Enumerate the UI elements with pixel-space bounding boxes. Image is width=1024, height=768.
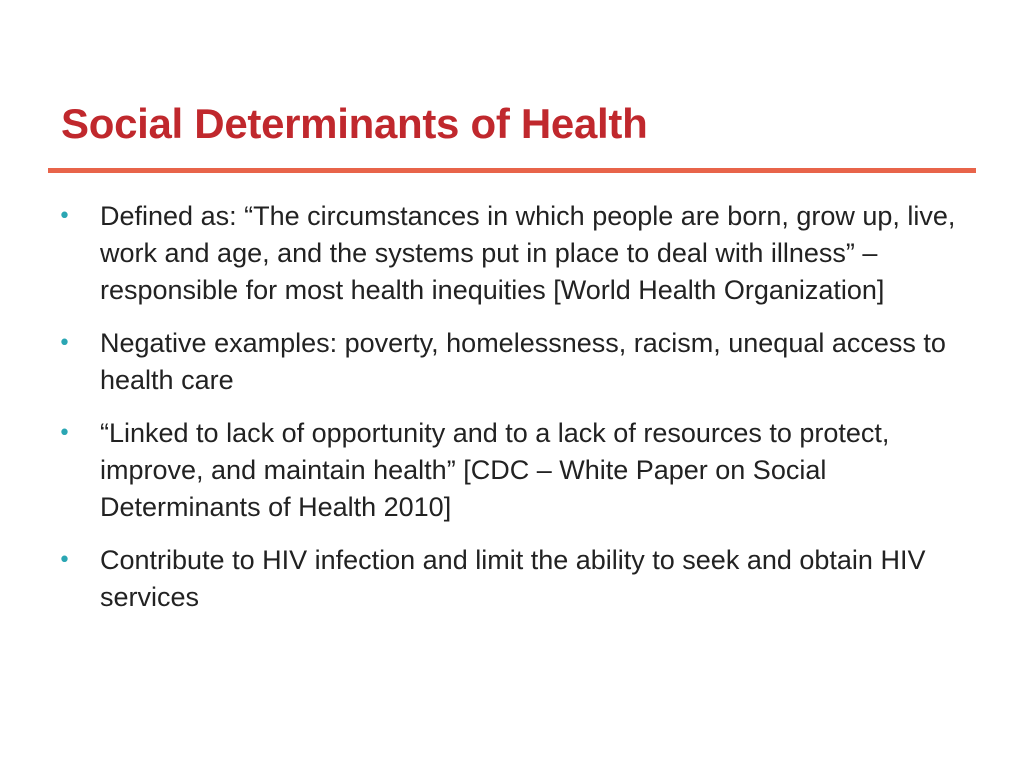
bullet-marker-icon: • — [58, 421, 71, 446]
bullet-item — [58, 325, 958, 399]
bullet-item — [58, 415, 958, 526]
bullet-marker-icon: • — [58, 548, 71, 573]
bullet-text: “Linked to lack of opportunity and to a lack of resources to protect, improve, and maintain health” [CDC – White Paper on Social Determinants of Health 2010] — [100, 418, 890, 522]
bullet-text: Contribute to HIV infection and limit the ability to seek and obtain HIV services — [100, 545, 926, 612]
bullet-marker-icon: • — [58, 204, 71, 229]
title-divider — [48, 168, 976, 173]
bullet-item — [58, 198, 958, 309]
bullet-text: Negative examples: poverty, homelessness, racism, unequal access to health care — [100, 328, 946, 395]
bullet-list — [58, 198, 958, 632]
bullet-text: Defined as: “The circumstances in which people are born, grow up, live, work and age, and the systems put in place to deal with illness” – responsible for most health inequities [World Health Organization] — [100, 201, 956, 305]
bullet-marker-icon: • — [58, 331, 71, 356]
bullet-item — [58, 542, 958, 616]
slide-title: Social Determinants of Health — [61, 100, 648, 147]
